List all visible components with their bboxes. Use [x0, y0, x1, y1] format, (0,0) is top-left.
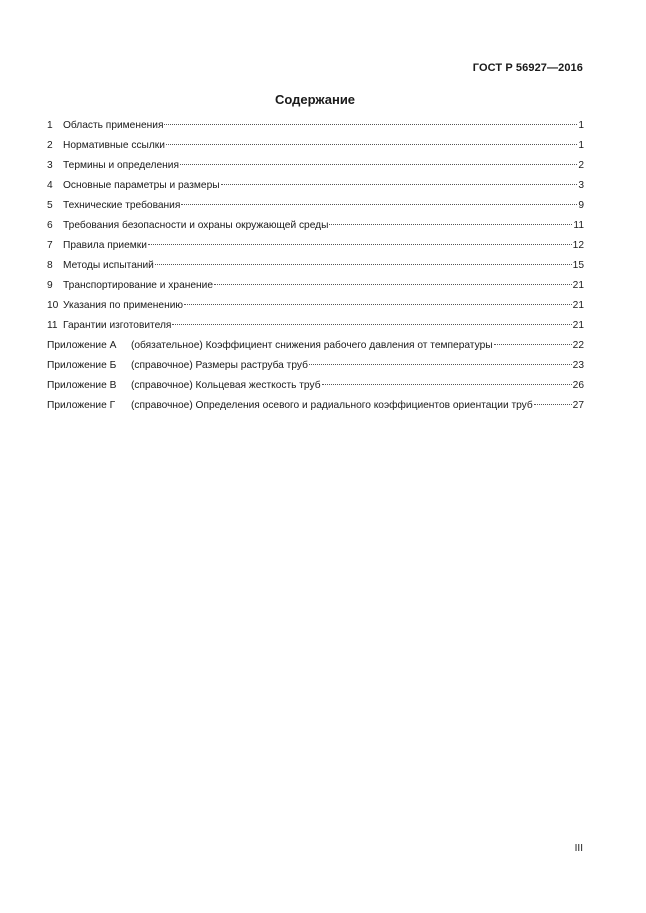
toc-leader [309, 364, 572, 365]
toc-entry-page: 27 [572, 400, 584, 411]
toc-entry[interactable] [47, 256, 584, 276]
toc-entry-page: 15 [572, 260, 584, 271]
toc-entry-page: 22 [572, 340, 584, 351]
toc-entry-number: 9 [47, 280, 53, 291]
toc-entry[interactable] [47, 276, 584, 296]
toc-entry-label: Требования безопасности и охраны окружающей среды [63, 220, 329, 231]
toc-entry[interactable] [47, 316, 584, 336]
toc-leader [221, 184, 578, 185]
toc-entry-page: 21 [572, 280, 584, 291]
toc-entry[interactable] [47, 296, 584, 316]
toc-entry-page: 21 [572, 320, 584, 331]
toc-entry-label: Транспортирование и хранение [63, 280, 214, 291]
toc-entry-page: 23 [572, 360, 584, 371]
toc-leader [181, 204, 577, 205]
page-number: III [574, 843, 583, 854]
toc-entry-number: 7 [47, 240, 53, 251]
toc-leader [534, 404, 572, 405]
toc-leader [166, 144, 577, 145]
toc-entry-page: 2 [578, 160, 584, 171]
toc-appendix-number: Приложение Г [47, 400, 116, 411]
toc-entry-label: Термины и определения [63, 160, 179, 171]
toc-entry-label: Методы испытаний [63, 260, 154, 271]
toc-leader [184, 304, 572, 305]
toc-entry-label: Основные параметры и размеры [63, 180, 220, 191]
toc-entry-label: Технические требования [63, 200, 181, 211]
toc-entry-page: 3 [578, 180, 584, 191]
toc-entry-page: 11 [573, 220, 584, 231]
toc-appendix-entry[interactable] [47, 356, 584, 376]
toc-leader [494, 344, 572, 345]
toc-entry[interactable] [47, 136, 584, 156]
toc-entry-number: 5 [47, 200, 53, 211]
toc-entry-page: 12 [572, 240, 584, 251]
toc-appendix-number: Приложение Б [47, 360, 117, 371]
toc-entry[interactable] [47, 116, 584, 136]
table-of-contents [47, 116, 584, 416]
document-code: ГОСТ Р 56927—2016 [472, 62, 583, 74]
toc-leader [214, 284, 572, 285]
toc-entry-number: 4 [47, 180, 53, 191]
toc-entry-label: Гарантии изготовителя [63, 320, 172, 331]
toc-entry-label: Указания по применению [63, 300, 184, 311]
toc-entry-number: 1 [47, 120, 53, 131]
toc-leader [172, 324, 571, 325]
toc-leader [180, 164, 577, 165]
toc-leader [155, 264, 572, 265]
toc-entry-label: (обязательное) Коэффициент снижения рабочего давления от температуры [131, 340, 493, 351]
toc-leader [322, 384, 572, 385]
toc-entry-number: 6 [47, 220, 53, 231]
toc-entry[interactable] [47, 176, 584, 196]
toc-entry-label: Нормативные ссылки [63, 140, 165, 151]
toc-entry-number: 10 [47, 300, 59, 311]
toc-appendix-entry[interactable] [47, 336, 584, 356]
toc-appendix-entry[interactable] [47, 396, 584, 416]
page-title: Содержание [274, 92, 356, 107]
toc-entry[interactable] [47, 236, 584, 256]
toc-appendix-number: Приложение В [47, 380, 117, 391]
toc-entry-page: 9 [578, 200, 584, 211]
toc-appendix-number: Приложение А [47, 340, 117, 351]
toc-entry-label: Правила приемки [63, 240, 147, 251]
toc-entry-label: (справочное) Кольцевая жесткость труб [131, 380, 321, 391]
toc-appendix-entry[interactable] [47, 376, 584, 396]
toc-entry[interactable] [47, 216, 584, 236]
toc-entry-number: 2 [47, 140, 53, 151]
toc-entry[interactable] [47, 156, 584, 176]
toc-entry-number: 8 [47, 260, 53, 271]
toc-entry-label: (справочное) Определения осевого и радиального коэффициентов ориентации труб [131, 400, 533, 411]
toc-leader [329, 224, 572, 225]
toc-entry-page: 1 [578, 140, 584, 151]
toc-entry-number: 3 [47, 160, 53, 171]
toc-entry-page: 21 [572, 300, 584, 311]
toc-leader [148, 244, 572, 245]
toc-entry-page: 1 [578, 120, 584, 131]
toc-entry[interactable] [47, 196, 584, 216]
toc-entry-label: Область применения [63, 120, 164, 131]
toc-entry-number: 11 [47, 320, 58, 331]
toc-leader [164, 124, 577, 125]
toc-entry-label: (справочное) Размеры раструба труб [131, 360, 308, 371]
toc-entry-page: 26 [572, 380, 584, 391]
